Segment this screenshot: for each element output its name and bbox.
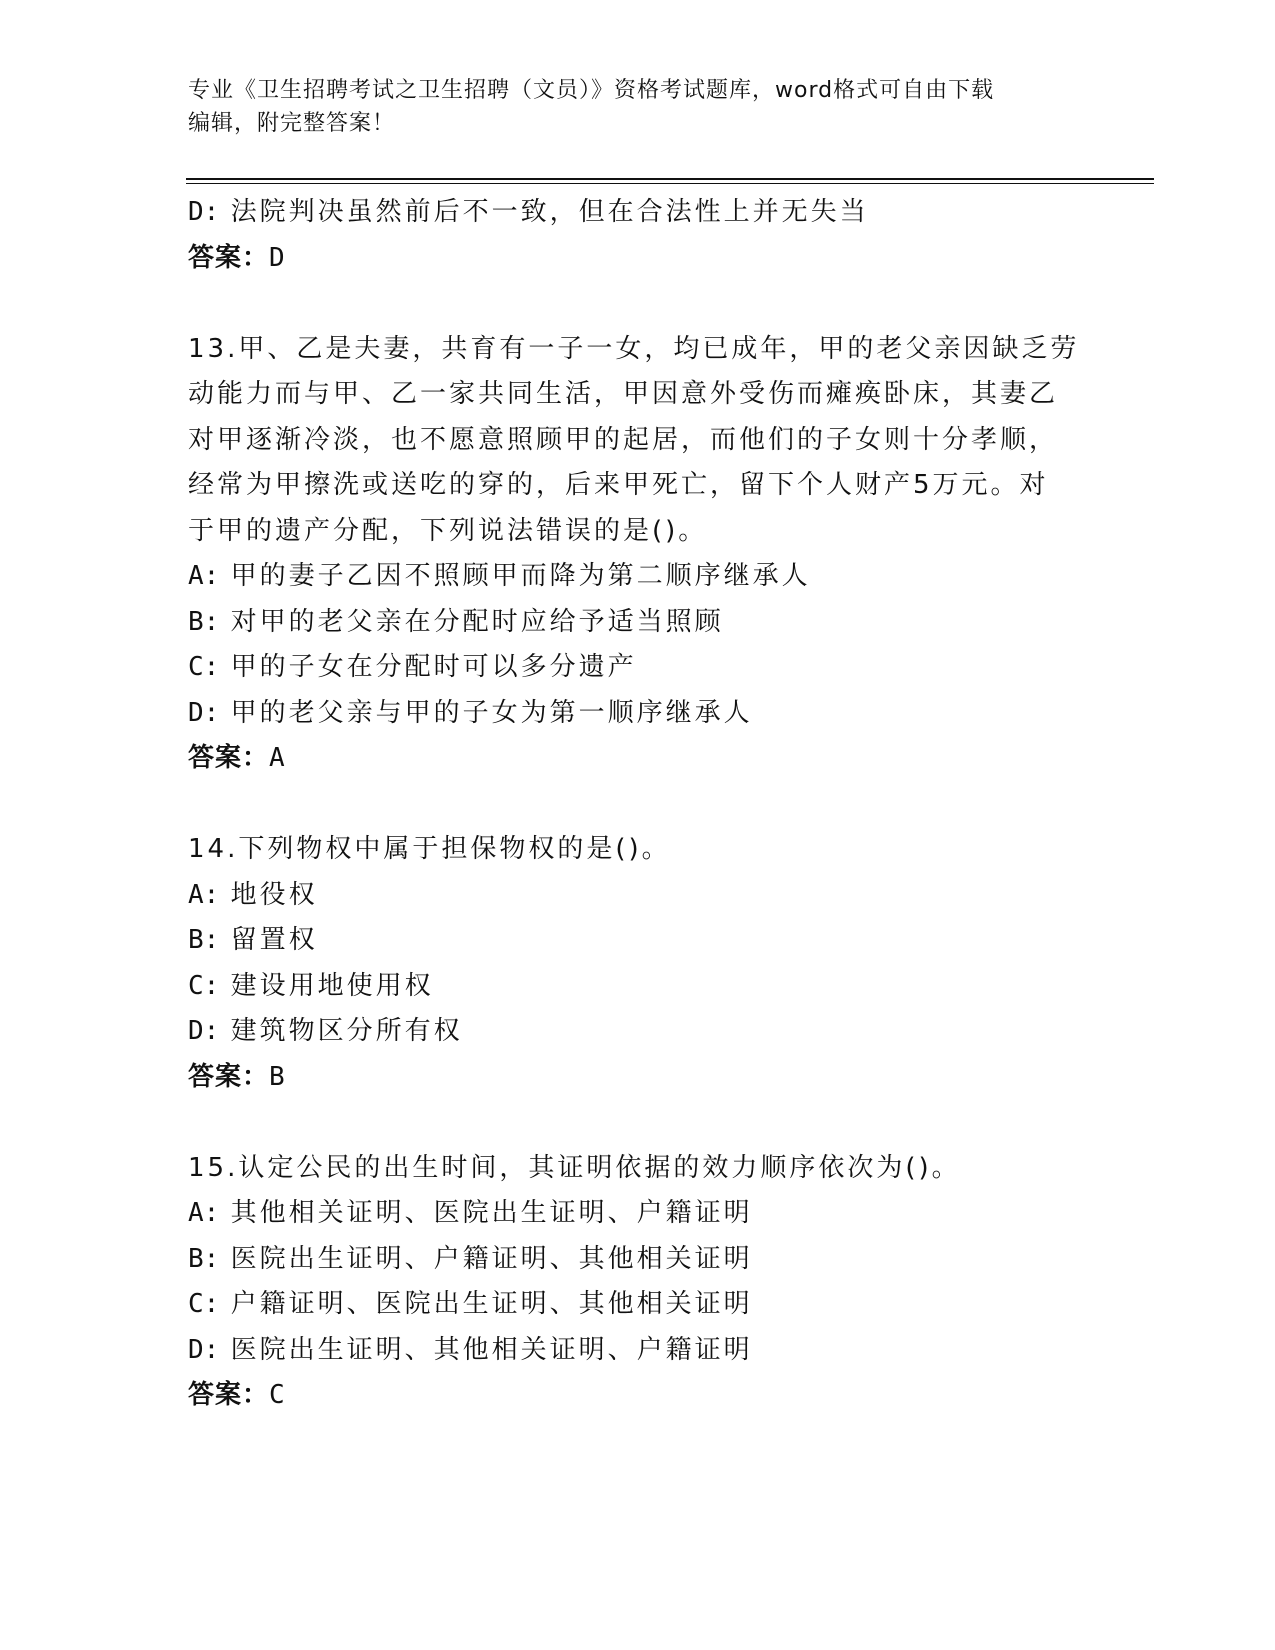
answer-label: 答案： [188,242,270,273]
option-text: 甲的老父亲与甲的子女为第一顺序继承人 [230,697,753,728]
question-stem-line: 13.甲、乙是夫妻，共育有一子一女，均已成年，甲的老父亲因缺乏劳 [188,333,1080,364]
option-d [188,691,1088,737]
option-key: A: [188,1198,220,1228]
option-b [188,1237,1088,1283]
answer-value: A [269,743,285,773]
document-header [188,74,1088,140]
option-a [188,554,1088,600]
answer-label: 答案： [188,1061,270,1092]
answer [188,1055,1088,1101]
spacer [188,1100,1088,1146]
answer-value: B [269,1061,285,1092]
question-stem-line: 经常为甲擦洗或送吃的穿的，后来甲死亡，留下个人财产5万元。对 [188,470,1049,500]
option-c [188,645,1088,691]
question-stem-line: 15.认定公民的出生时间，其证明依据的效力顺序依次为()。 [188,1152,961,1183]
header-line-1: 专业《卫生招聘考试之卫生招聘（文员）》资格考试题库，word格式可自由下载 [188,78,995,103]
answer [188,1373,1088,1419]
option-a [188,1191,1088,1237]
option-c [188,1282,1088,1328]
option-text: 留置权 [230,925,318,955]
option-key: C: [188,970,220,1001]
answer [188,736,1088,782]
option-text: 甲的子女在分配时可以多分遗产 [230,652,637,682]
option-text: 法院判决虽然前后不一致，但在合法性上并无失当 [230,197,869,227]
option-text: 地役权 [230,879,318,910]
question-stem-line: 动能力而与甲、乙一家共同生活，甲因意外受伤而瘫痪卧床，其妻乙 [188,379,1059,409]
answer-label: 答案： [188,743,270,773]
answer-value: D [269,242,285,273]
spacer [188,281,1088,327]
option-key: D: [188,1016,220,1046]
header-divider-thin [186,183,1154,184]
option-text: 对甲的老父亲在分配时应给予适当照顾 [230,606,724,637]
option-d [188,1009,1088,1055]
option-key: B: [188,925,220,955]
answer-label: 答案： [188,1380,270,1410]
option-b [188,600,1088,646]
option-key: C: [188,1289,220,1319]
question-15 [188,1146,1088,1419]
option-key: B: [188,1243,220,1274]
option-key: D: [188,697,220,728]
prev-answer [188,236,1088,282]
header-line-2: 编辑，附完整答案！ [188,111,396,136]
option-key: A: [188,879,220,910]
question-stem-line: 14.下列物权中属于担保物权的是()。 [188,834,671,864]
option-key: C: [188,652,220,682]
question-stem-line: 对甲逐渐冷淡，也不愿意照顾甲的起居，而他们的子女则十分孝顺， [188,424,1059,455]
option-c [188,964,1088,1010]
question-stem-line: 于甲的遗产分配，下列说法错误的是()。 [188,515,708,546]
header-divider-thick [186,178,1154,180]
spacer [188,782,1088,828]
option-key: D: [188,1334,220,1365]
option-d [188,1328,1088,1374]
option-text: 其他相关证明、医院出生证明、户籍证明 [230,1198,753,1228]
question-content [188,190,1088,1419]
option-key: B: [188,606,220,637]
question-13 [188,327,1088,782]
answer-value: C [269,1380,285,1410]
prev-option-d [188,190,1088,236]
option-text: 医院出生证明、户籍证明、其他相关证明 [230,1243,753,1274]
option-text: 甲的妻子乙因不照顾甲而降为第二顺序继承人 [230,561,811,591]
option-key: D: [188,197,220,227]
option-text: 医院出生证明、其他相关证明、户籍证明 [230,1334,753,1365]
option-text: 户籍证明、医院出生证明、其他相关证明 [230,1289,753,1319]
option-b [188,918,1088,964]
option-text: 建设用地使用权 [230,970,434,1001]
option-key: A: [188,561,220,591]
option-text: 建筑物区分所有权 [230,1016,463,1046]
question-14 [188,827,1088,1100]
option-a [188,873,1088,919]
